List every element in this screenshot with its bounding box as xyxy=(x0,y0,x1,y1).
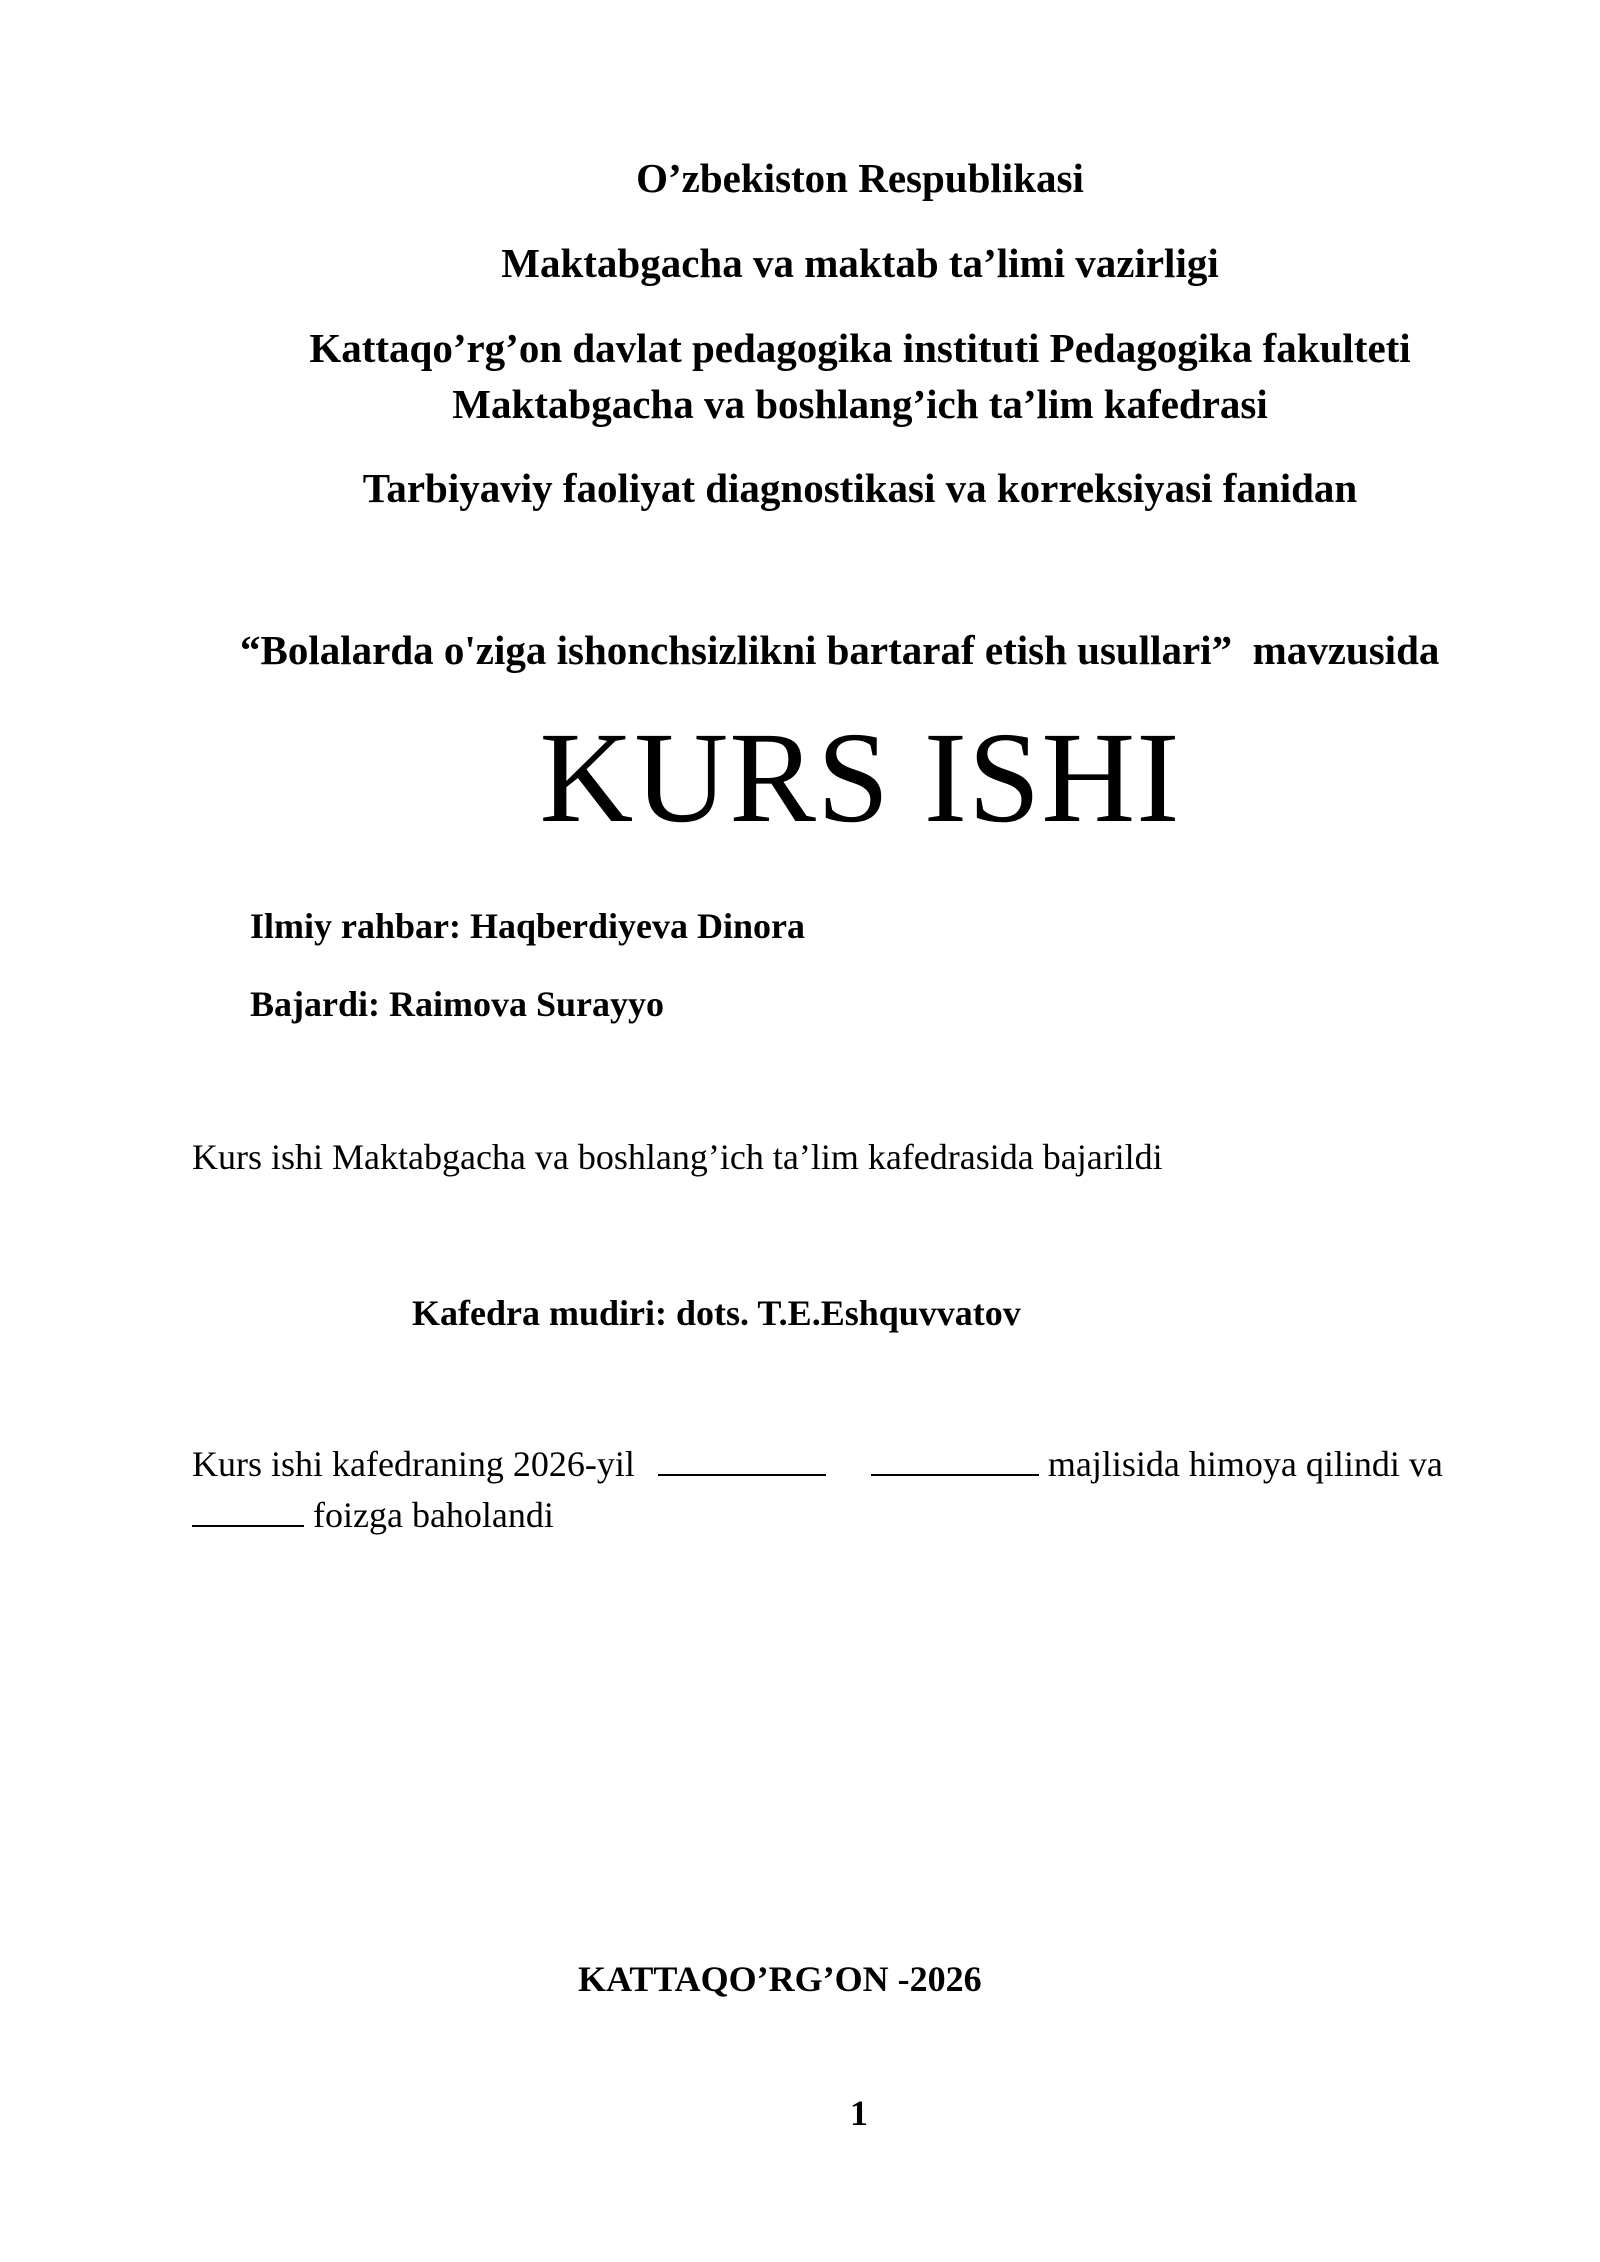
grade-blank xyxy=(192,1495,304,1527)
defense-middle: majlisida himoya qilindi va xyxy=(1047,1444,1443,1484)
defense-line-2 xyxy=(192,1494,554,1536)
ministry-name: Maktabgacha va maktab ta’limi vazirligi xyxy=(501,240,1219,286)
country-name: O’zbekiston Respublikasi xyxy=(636,155,1084,201)
date-blank-day xyxy=(658,1444,826,1476)
topic-suffix: mavzusida xyxy=(1252,627,1440,673)
subject-name: Tarbiyaviy faoliyat diagnostikasi va korreksiyasi fanidan xyxy=(362,465,1358,511)
document-title: KURS ISHI xyxy=(539,706,1181,850)
defense-line-1 xyxy=(192,1443,1443,1485)
topic-line xyxy=(240,626,1439,674)
department-head-line: Kafedra mudiri: dots. T.E.Eshquvvatov xyxy=(412,1293,1021,1333)
date-blank-month xyxy=(871,1444,1039,1476)
defense-prefix: Kurs ishi kafedraning 2026-yil xyxy=(192,1444,635,1484)
supervisor-line: Ilmiy rahbar: Haqberdiyeva Dinora xyxy=(250,906,805,946)
defense-suffix: foizga baholandi xyxy=(313,1495,554,1535)
topic-title: “Bolalarda o'ziga ishonchsizlikni bartaraf etish usullari” xyxy=(240,627,1233,673)
page-number: 1 xyxy=(850,2093,868,2133)
completion-note: Kurs ishi Maktabgacha va boshlang’ich ta’lim kafedrasida bajarildi xyxy=(192,1137,1163,1177)
department-name: Maktabgacha va boshlang’ich ta’lim kafedrasi xyxy=(452,381,1268,427)
author-line: Bajardi: Raimova Surayyo xyxy=(250,984,664,1024)
city-year: KATTAQO’RG’ON -2026 xyxy=(578,1959,982,1999)
institute-name: Kattaqo’rg’on davlat pedagogika instituti Pedagogika fakulteti xyxy=(309,325,1411,371)
